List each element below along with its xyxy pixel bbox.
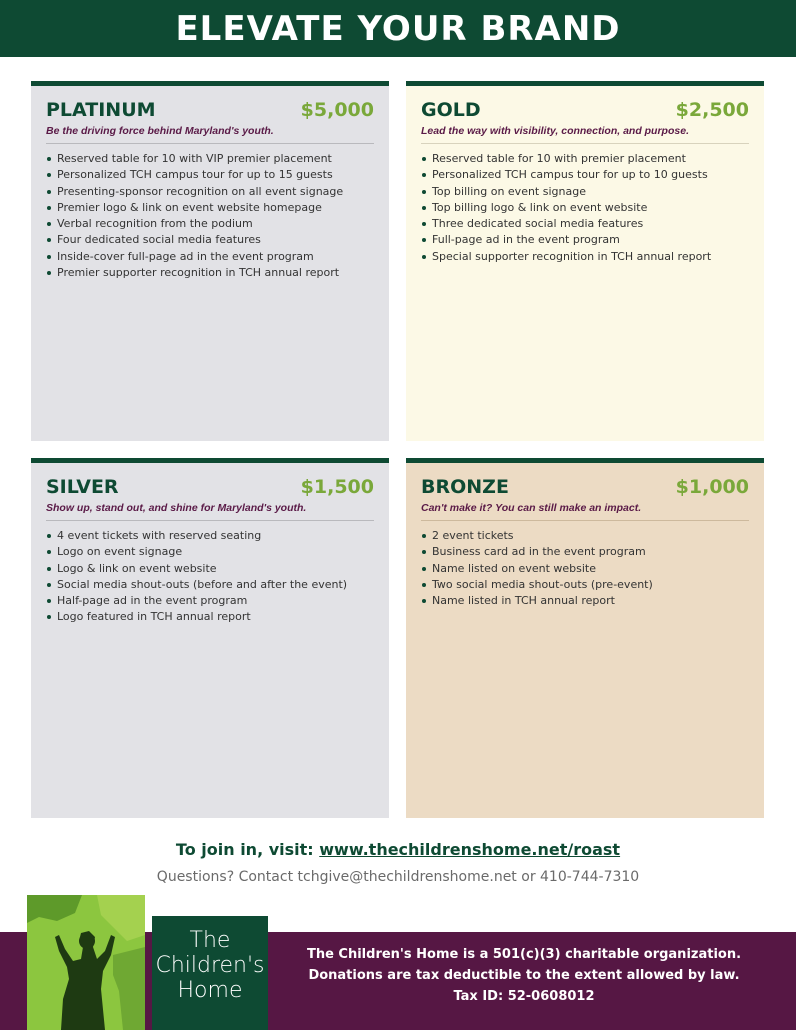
- benefit-list: [421, 528, 749, 609]
- footer-line: The Children's Home is a 501(c)(3) charitable organization.: [306, 947, 742, 962]
- benefit-item: Special supporter recognition in TCH annual report: [421, 249, 749, 265]
- logo-line: Home: [177, 978, 243, 1003]
- benefit-item: Premier logo & link on event website homepage: [46, 200, 374, 216]
- benefit-item: Name listed on event website: [421, 561, 749, 577]
- benefit-item: Three dedicated social media features: [421, 216, 749, 232]
- tier-tagline: Show up, stand out, and shine for Maryland's youth.: [46, 502, 374, 521]
- child-tree-logo-image: [27, 895, 145, 1030]
- tier-card-gold: [406, 81, 764, 441]
- benefit-item: Four dedicated social media features: [46, 232, 374, 248]
- benefit-item: Name listed in TCH annual report: [421, 593, 749, 609]
- footer-line: Donations are tax deductible to the extent allowed by law.: [308, 968, 740, 983]
- benefit-item: Presenting-sponsor recognition on all event signage: [46, 184, 374, 200]
- benefit-item: Inside-cover full-page ad in the event program: [46, 249, 374, 265]
- logo-line: Children's: [155, 953, 265, 978]
- tier-tagline: Be the driving force behind Maryland's youth.: [46, 125, 374, 144]
- tier-card-silver: [31, 458, 389, 818]
- tier-card-bronze: [406, 458, 764, 818]
- roast-website-link[interactable]: www.thechildrenshome.net/roast: [319, 840, 621, 859]
- benefit-item: Business card ad in the event program: [421, 544, 749, 560]
- join-prefix: To join in, visit:: [175, 840, 320, 859]
- benefit-item: Half-page ad in the event program: [46, 593, 374, 609]
- footer-line: Tax ID: 52-0608012: [453, 989, 595, 1004]
- benefit-item: Social media shout-outs (before and after the event): [46, 577, 374, 593]
- benefit-item: Premier supporter recognition in TCH annual report: [46, 265, 374, 281]
- benefit-item: Full-page ad in the event program: [421, 232, 749, 248]
- tier-header: [46, 476, 374, 498]
- tier-header: [421, 99, 749, 121]
- benefit-item: Verbal recognition from the podium: [46, 216, 374, 232]
- benefit-item: Two social media shout-outs (pre-event): [421, 577, 749, 593]
- benefit-item: Top billing on event signage: [421, 184, 749, 200]
- benefit-item: Reserved table for 10 with premier placement: [421, 151, 749, 167]
- page-title: ELEVATE YOUR BRAND: [175, 8, 621, 49]
- benefit-list: [46, 151, 374, 281]
- benefit-item: Logo featured in TCH annual report: [46, 609, 374, 625]
- benefit-item: Logo & link on event website: [46, 561, 374, 577]
- join-callout: [0, 840, 796, 859]
- contact-line: Questions? Contact tchgive@thechildrenshome.net or 410-744-7310: [156, 869, 640, 885]
- tier-price: $1,500: [300, 476, 374, 498]
- logo-line: The: [189, 928, 231, 953]
- benefit-item: Reserved table for 10 with VIP premier placement: [46, 151, 374, 167]
- benefit-item: 4 event tickets with reserved seating: [46, 528, 374, 544]
- page-header: [0, 0, 796, 57]
- childrens-home-logo: [152, 916, 268, 1030]
- tier-price: $2,500: [675, 99, 749, 121]
- benefit-item: Personalized TCH campus tour for up to 15 guests: [46, 167, 374, 183]
- benefit-list: [46, 528, 374, 626]
- tier-price: $5,000: [300, 99, 374, 121]
- benefit-item: Top billing logo & link on event website: [421, 200, 749, 216]
- child-tree-silhouette-icon: [27, 895, 145, 1030]
- tier-card-platinum: [31, 81, 389, 441]
- benefit-item: 2 event tickets: [421, 528, 749, 544]
- tier-tagline: Can't make it? You can still make an impact.: [421, 502, 749, 521]
- tier-tagline: Lead the way with visibility, connection, and purpose.: [421, 125, 749, 144]
- tier-name: SILVER: [46, 476, 119, 498]
- tier-price: $1,000: [675, 476, 749, 498]
- tier-name: GOLD: [421, 99, 481, 121]
- benefit-item: Personalized TCH campus tour for up to 10 guests: [421, 167, 749, 183]
- tier-name: PLATINUM: [46, 99, 156, 121]
- benefit-item: Logo on event signage: [46, 544, 374, 560]
- tier-header: [46, 99, 374, 121]
- tier-header: [421, 476, 749, 498]
- benefit-list: [421, 151, 749, 265]
- tier-name: BRONZE: [421, 476, 509, 498]
- footer-statement: [284, 944, 764, 1007]
